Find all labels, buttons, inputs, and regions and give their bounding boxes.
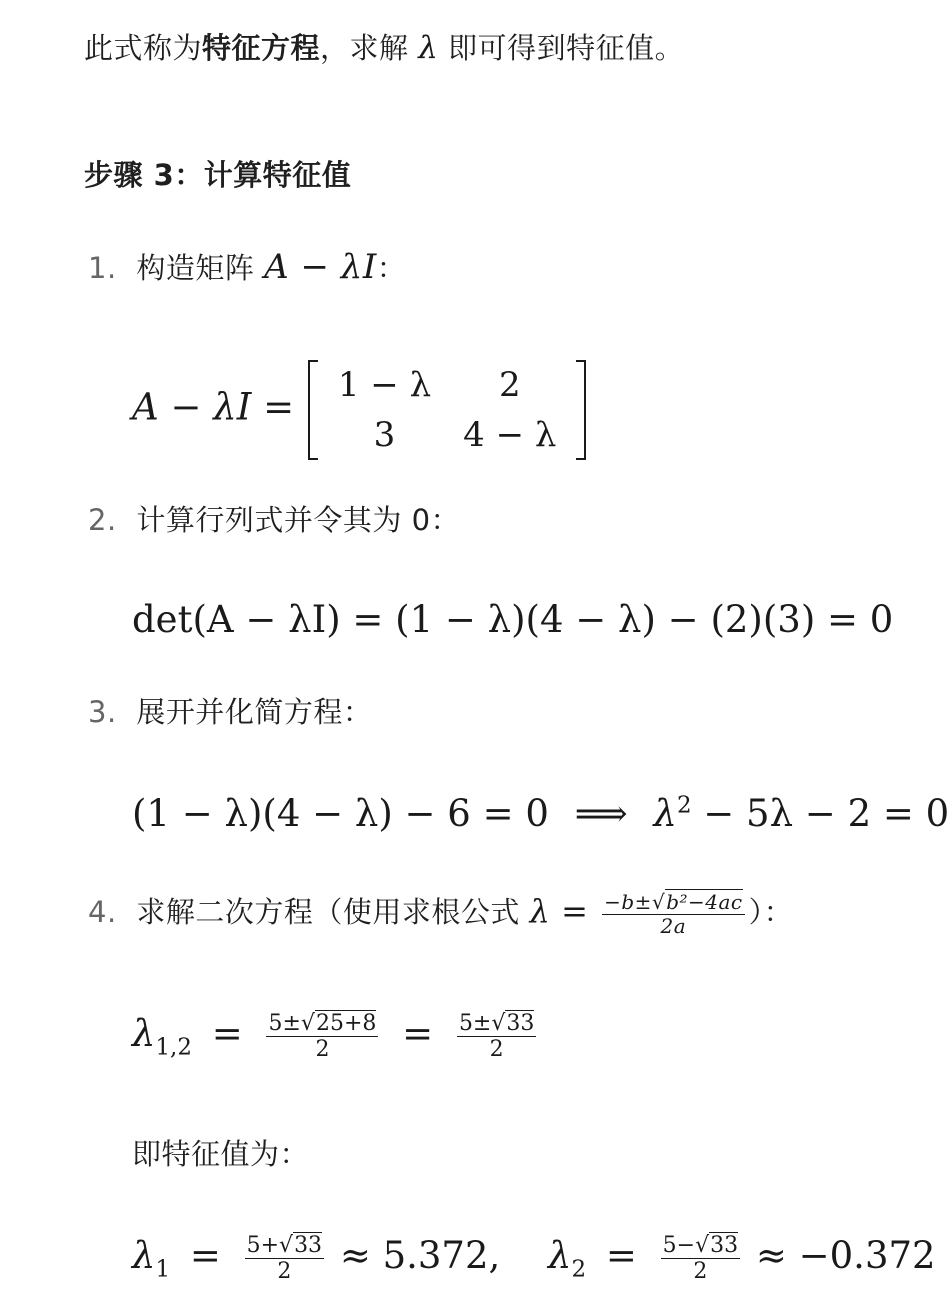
list-item-2	[88, 498, 460, 539]
equals-sign: =	[211, 1012, 243, 1056]
l2-prefix: 5−	[662, 1233, 696, 1258]
equals-sign: =	[189, 1234, 221, 1278]
l1-sqrt: 33	[294, 1233, 323, 1258]
step3-heading: 步骤 3：计算特征值	[84, 158, 352, 192]
lambda12-equation	[132, 1012, 540, 1061]
formula-den: 2a	[660, 913, 687, 938]
fraction-1: $\frac{5\pm√25+8}{2}$	[268, 1011, 377, 1063]
lambda1-fraction: $\frac{5+√33}{2}$	[246, 1233, 323, 1285]
formula-lambda: λ =	[529, 892, 589, 930]
l1-prefix: 5+	[246, 1233, 280, 1258]
expanded-exponent: 2	[676, 792, 692, 819]
expanded-lambda: λ	[653, 792, 677, 835]
list-number: 4.	[88, 895, 117, 929]
frac1-prefix: 5±	[268, 1011, 301, 1036]
lambda1-subscript: 1	[155, 1256, 171, 1283]
matrix-equation	[132, 360, 588, 460]
list-item-4	[88, 890, 793, 937]
lambda1-approx: ≈ 5.372,	[339, 1234, 501, 1278]
list-number: 3.	[88, 695, 117, 729]
formula-num-prefix: −b±	[604, 889, 652, 914]
intro-paragraph	[84, 26, 684, 67]
list-item-label: 求解二次方程（使用求根公式	[136, 895, 530, 929]
matrix-cell: 4 − λ	[463, 415, 557, 455]
list-item-label: 构造矩阵	[136, 251, 265, 285]
matrix-cell: 3	[373, 415, 396, 455]
intro-prefix: 此式称为	[84, 31, 203, 65]
list-item-colon: ：	[376, 251, 407, 285]
expanded-right: − 5λ − 2 = 0	[691, 792, 949, 835]
matrix-cell: 1 − λ	[337, 365, 432, 405]
frac2-sqrt: 33	[506, 1011, 535, 1036]
lambda2-fraction: $\frac{5-√33}{2}$	[662, 1233, 739, 1285]
expanded-equation	[132, 792, 949, 835]
lambda2-approx: ≈ −0.372	[755, 1234, 936, 1278]
lambda-symbol: λ	[548, 1234, 572, 1278]
inline-math: A − λI	[264, 247, 377, 287]
list-item-1	[88, 246, 406, 287]
equals-sign: =	[402, 1012, 434, 1056]
lambda-symbol: λ	[132, 1012, 156, 1056]
eigenvalues-equation	[132, 1234, 936, 1283]
list-number: 2.	[88, 503, 117, 537]
determinant-equation: det(A − λI) = (1 − λ)(4 − λ) − (2)(3) = 0	[132, 598, 894, 641]
fraction-2: $\frac{5\pm√33}{2}$	[458, 1011, 535, 1063]
frac2-prefix: 5±	[458, 1011, 492, 1036]
matrix-lhs: A − λI =	[132, 385, 295, 429]
lambda2-subscript: 2	[571, 1256, 587, 1283]
equals-sign: =	[605, 1234, 637, 1278]
matrix-cell: 2	[498, 365, 521, 405]
list-item-label: 展开并化简方程：	[136, 695, 373, 729]
l2-sqrt: 33	[710, 1233, 739, 1258]
l2-den: 2	[693, 1259, 708, 1285]
lambda-subscript: 1,2	[155, 1034, 192, 1061]
formula-num-sqrt: b²−4ac	[666, 889, 743, 914]
intro-bold-term: 特征方程	[202, 31, 321, 65]
expanded-left: (1 − λ)(4 − λ) − 6 = 0	[132, 792, 549, 835]
eigenvalues-label: 即特征值为：	[132, 1137, 310, 1171]
implies-arrow: ⟹	[574, 792, 628, 835]
l1-den: 2	[277, 1259, 292, 1285]
list-item-colon: ）：	[748, 895, 794, 929]
intro-lambda: λ	[418, 30, 439, 66]
quadratic-formula-fraction: $\frac{\text{−b±√b²−4ac}}{2a}$	[604, 889, 743, 938]
matrix	[306, 360, 589, 460]
frac2-den: 2	[489, 1037, 504, 1063]
list-item-3	[88, 690, 372, 731]
intro-middle: ，求解	[320, 31, 419, 65]
list-item-label: 计算行列式并令其为 0：	[136, 503, 461, 537]
lambda-symbol: λ	[132, 1234, 156, 1278]
frac1-sqrt: 25+8	[315, 1011, 377, 1036]
intro-suffix: 即可得到特征值。	[438, 31, 685, 65]
list-number: 1.	[88, 251, 117, 285]
frac1-den: 2	[315, 1037, 330, 1063]
